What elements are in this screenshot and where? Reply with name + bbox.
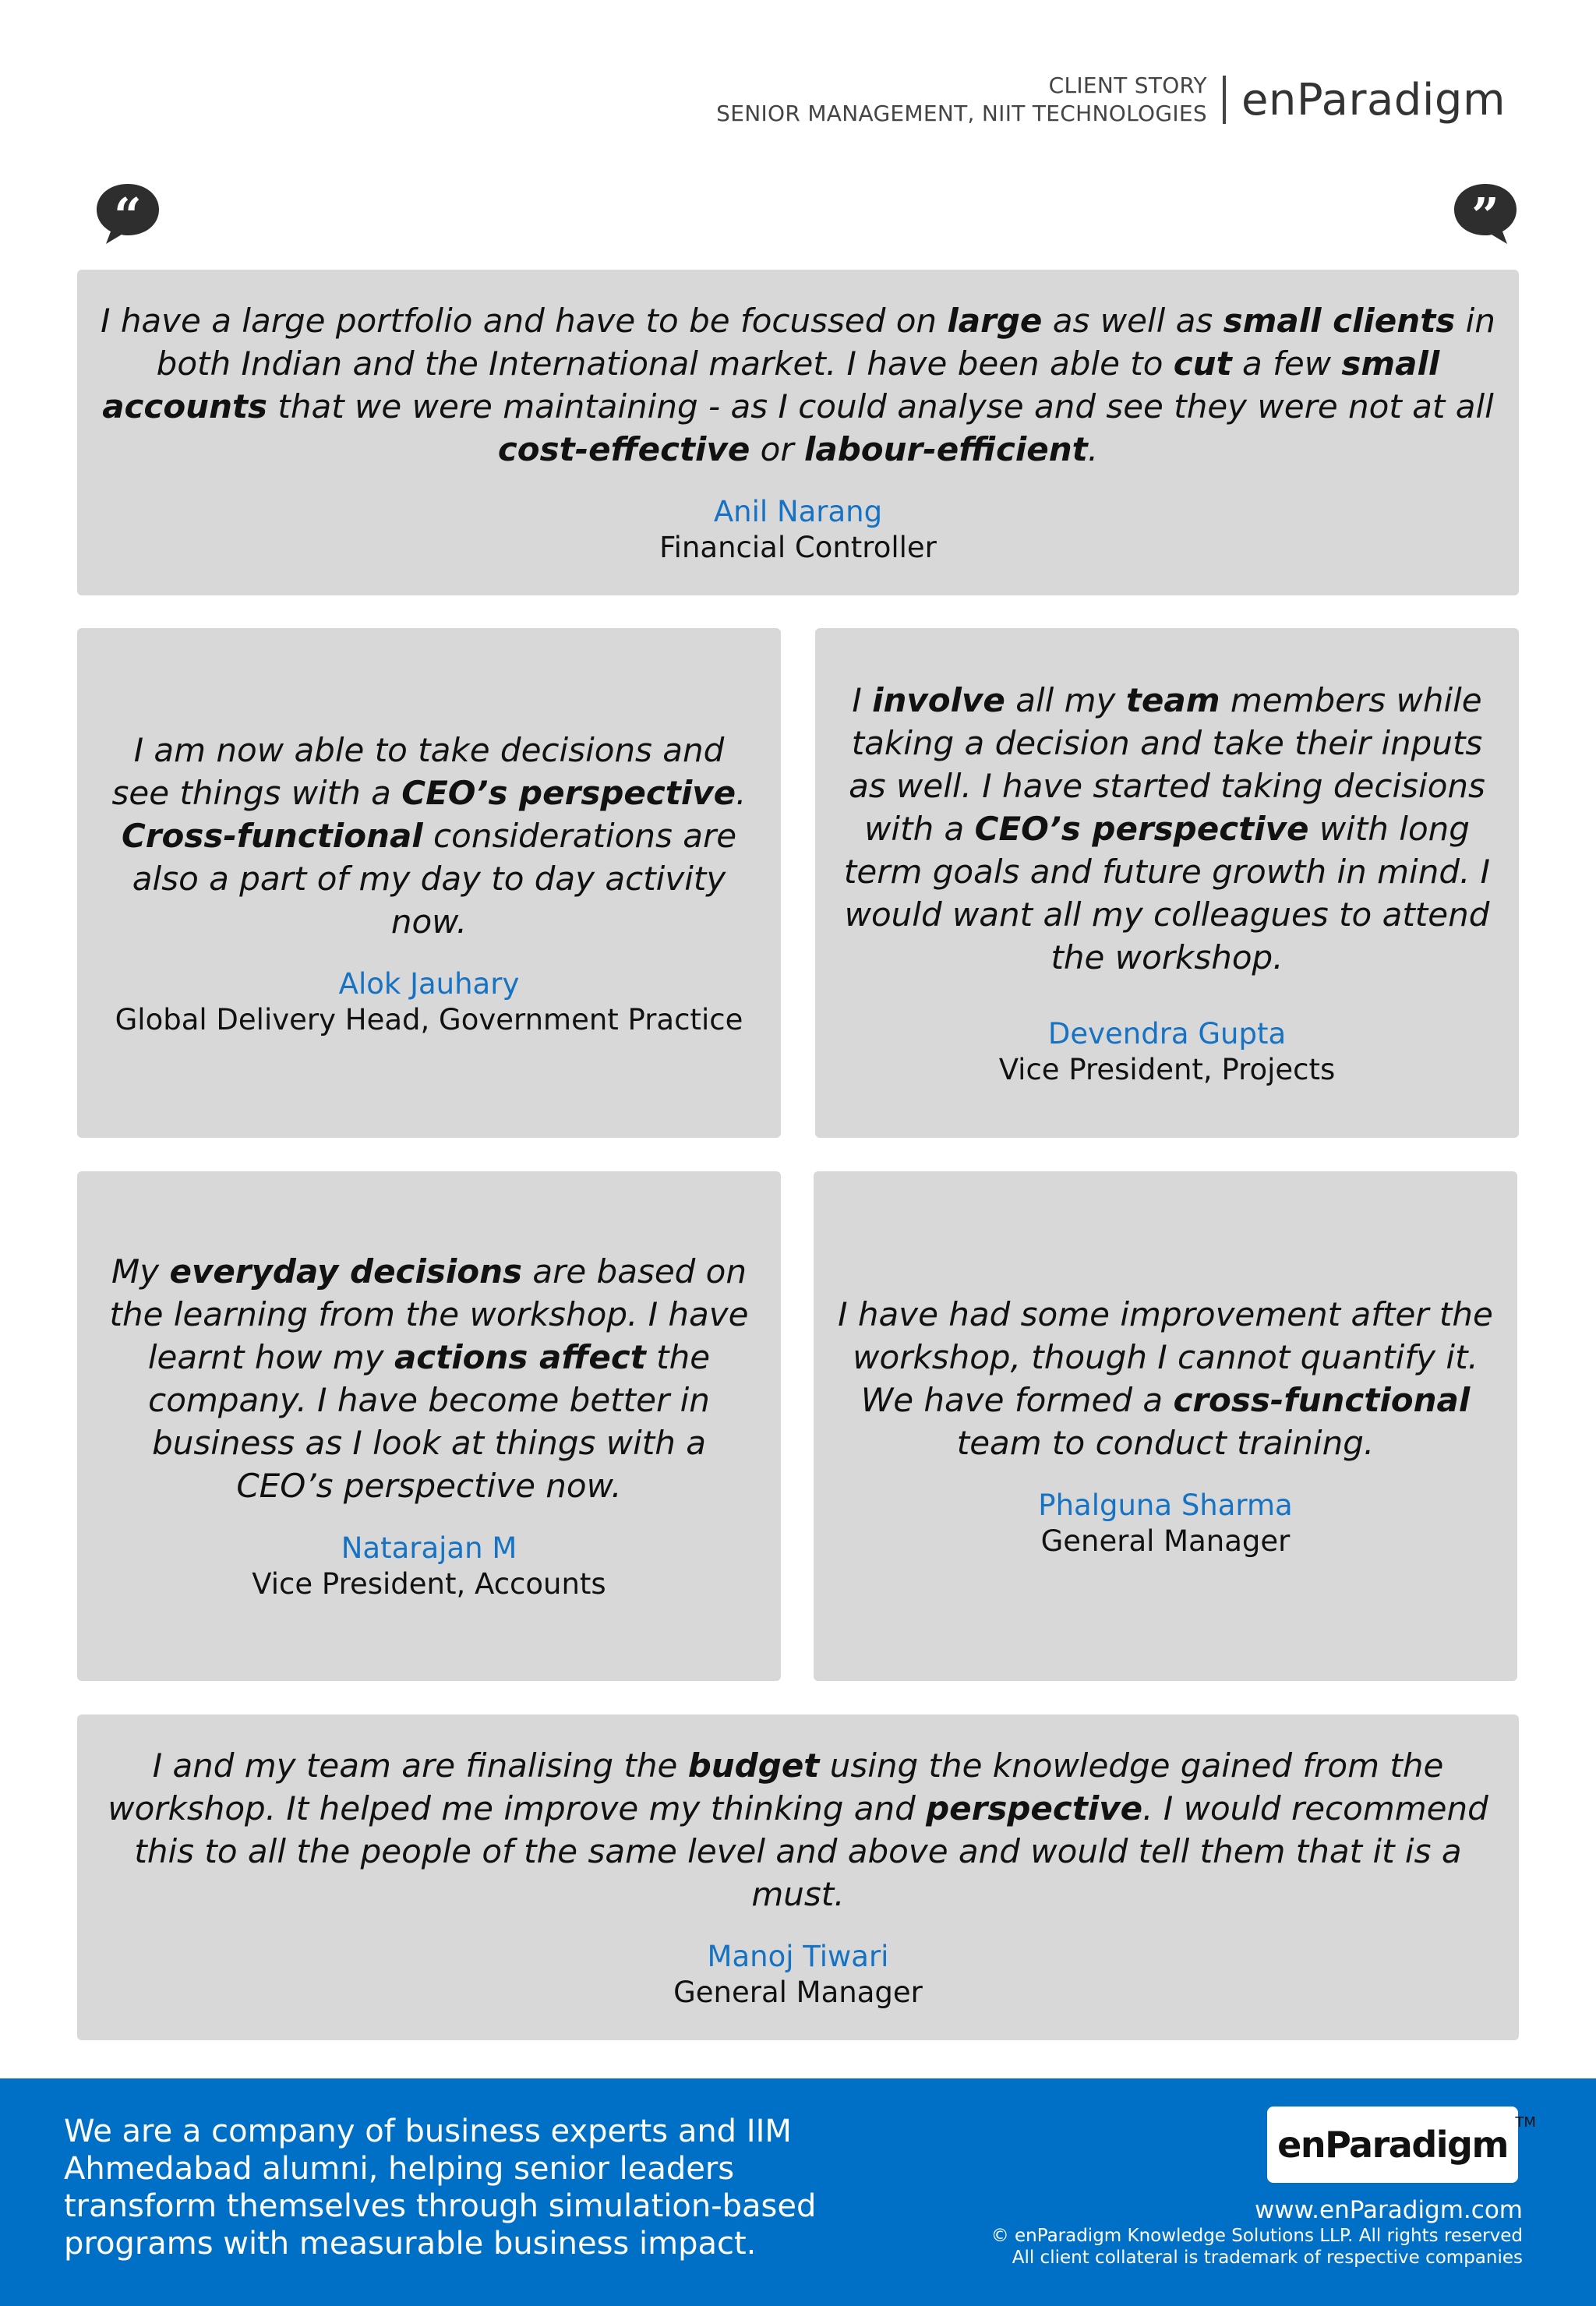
quote-text: . [1087,430,1099,468]
testimonial-quote [99,1744,1497,1916]
testimonial-role: Global Delivery Head, Government Practice [115,1002,743,1036]
quote-emphasis: perspective [926,1789,1143,1827]
quote-text: I am now able to take decisions and see things with a [111,730,725,812]
quote-emphasis: CEO’s perspective [401,773,736,812]
trademark-symbol: TM [1515,2114,1536,2131]
quote-emphasis: actions affect [394,1338,646,1376]
quote-emphasis: team [1125,680,1220,719]
testimonial-name: Anil Narang [713,495,883,528]
testimonial-role: General Manager [1040,1524,1291,1558]
testimonial-name: Phalguna Sharma [1038,1488,1293,1522]
quote-text: a few [1231,344,1342,383]
quote-emphasis: budget [687,1746,820,1785]
quote-text: I have had some improvement after the workshop, though I cannot quantify it. We have formed a [838,1295,1493,1419]
svg-text:“: “ [114,187,142,244]
quote-text: in both Indian and the International market. I have been able to [156,302,1495,383]
testimonial-card [815,628,1519,1138]
testimonial-card [77,1714,1519,2040]
quote-emphasis: small clients [1223,302,1456,340]
testimonial-name: Devendra Gupta [1047,1016,1287,1051]
quote-emphasis: cost-effective [497,430,750,468]
quote-text: using the knowledge gained from the workshop. It helped me improve my thinking and [108,1746,1444,1827]
open-quote-bubble-icon [94,181,162,246]
quote-emphasis: Cross-functional [121,816,423,855]
quote-emphasis: CEO’s perspective [974,809,1309,848]
quote-text: are based on the learning from the workshop. I have learnt how my [109,1252,749,1376]
quote-text: the company. I have become better in business as I look at things with a CEO’s perspective now. [148,1338,711,1505]
quote-text: . I would recommend this to all the people of the same level and above and would tell them that it is a must. [134,1789,1488,1913]
quote-emphasis: everyday decisions [169,1252,522,1291]
testimonial-card [77,628,781,1138]
footer-logo-text [1277,2114,1536,2166]
header-labels [716,72,1207,128]
quote-emphasis: small accounts [102,344,1440,426]
quote-text: . [736,773,747,812]
testimonial-role: Vice President, Accounts [252,1567,606,1601]
story-category: CLIENT STORY [1048,72,1207,98]
quote-text: that we were maintaining - as I could analyse and see they were not at all [267,387,1494,426]
testimonial-role: General Manager [673,1976,923,2009]
testimonial-card [77,1171,781,1681]
quote-text: I [852,680,873,719]
testimonial-role: Financial Controller [659,531,937,564]
quote-text: I and my team are finalising the [152,1746,688,1785]
testimonial-name: Manoj Tiwari [707,1940,889,1973]
logo-wordmark: enParadigm [1277,2124,1508,2166]
quote-text: I have a large portfolio and have to be focussed on [101,302,948,340]
footer-legal [991,2195,1523,2269]
testimonial-quote [101,1250,757,1507]
copyright-notice: © enParadigm Knowledge Solutions LLP. All rights reserved [990,2226,1523,2246]
header-divider [1223,76,1226,124]
testimonial-name: Natarajan M [341,1531,517,1565]
testimonial-card [77,270,1519,595]
testimonial-quote [839,679,1495,979]
quote-text: My [111,1252,170,1291]
testimonial-name: Alok Jauhary [338,966,520,1001]
quote-text: considerations are also a part of my day to day activity now. [132,816,737,941]
testimonial-quote [837,1293,1494,1464]
quote-emphasis: labour-efficient [804,430,1088,468]
quote-emphasis: cross-functional [1173,1381,1471,1419]
page-header [716,72,1506,128]
close-quote-bubble-icon [1451,181,1520,246]
testimonial-quote [101,729,757,943]
quote-emphasis: cut [1173,344,1232,383]
quote-text: with long term goals and future growth in mind. I would want all my colleagues to attend the workshop. [843,809,1491,976]
company-tagline: We are a company of business experts and IIM Ahmedabad alumni, helping senior leaders transform themselves through simulation-based programs with measurable business impact. [64,2114,817,2262]
brand-name: enParadigm [1241,74,1506,125]
quote-text: or [750,430,804,468]
story-subtitle: SENIOR MANAGEMENT, NIIT TECHNOLOGIES [716,101,1207,126]
testimonial-role: Vice President, Projects [998,1052,1336,1086]
website-link[interactable]: www.enParadigm.com [1254,2196,1523,2224]
quote-emphasis: involve [872,680,1005,719]
trademark-disclaimer: All client collateral is trademark of respective companies [1012,2248,1523,2268]
quote-text: team to conduct training. [956,1424,1375,1462]
page-footer [0,2078,1596,2306]
quote-emphasis: large [947,302,1043,340]
quote-text: all my [1005,680,1126,719]
testimonial-card [814,1171,1517,1681]
svg-text:”: ” [1471,187,1499,244]
footer-logo [1267,2106,1536,2183]
quote-text: members while taking a decision and take their inputs as well. I have started taking decisions with a [849,680,1485,848]
testimonial-quote [99,299,1497,471]
quote-text: as well as [1042,302,1223,340]
